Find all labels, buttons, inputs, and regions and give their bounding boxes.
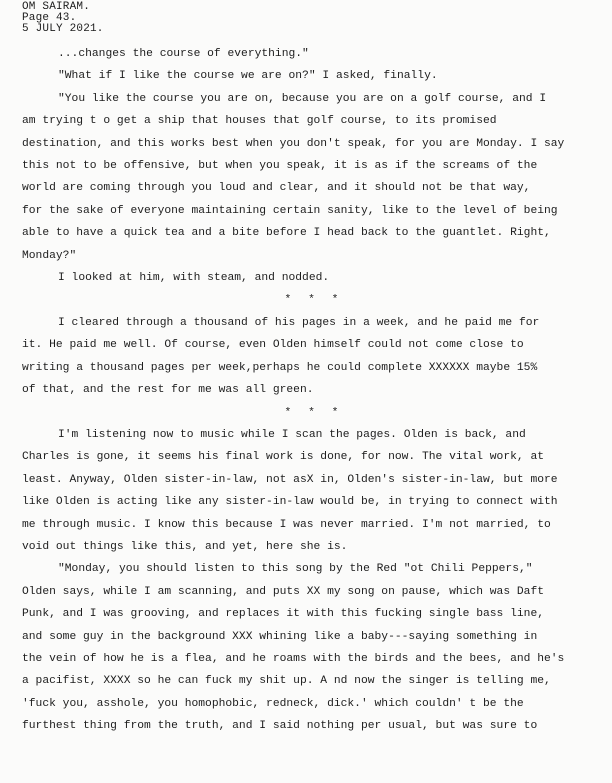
text-line: Olden says, while I am scanning, and puts XX my song on pause, which was Daft: [22, 585, 545, 598]
text-line: I looked at him, with steam, and nodded.: [58, 272, 330, 285]
text-line: I cleared through a thousand of his pages in a week, and he paid me for: [58, 316, 540, 329]
text-line: "Monday, you should listen to this song by the Red "ot Chili Peppers,": [58, 563, 533, 576]
text-line: it. He paid me well. Of course, even Olden himself could not come close to: [22, 339, 524, 352]
text-line: a pacifist, XXXX so he can fuck my shit up. A nd now the singer is telling me,: [22, 675, 551, 688]
text-line: am trying t o get a ship that houses that golf course, to its promised: [22, 115, 497, 128]
text-line: for the sake of everyone maintaining certain sanity, like to the level of being: [22, 204, 558, 217]
section-separator: * * *: [284, 294, 344, 307]
text-line: the vein of how he is a flea, and he roams with the birds and the bees, and he's: [22, 652, 565, 665]
author-line: OM SAIRAM.: [22, 1, 91, 13]
text-line: this not to be offensive, but when you speak, it is as if the screams of the: [22, 160, 538, 173]
page-body: [22, 43, 606, 738]
text-line: "What if I like the course we are on?" I asked, finally.: [58, 70, 438, 83]
page-number: Page 43.: [22, 12, 77, 24]
text-line: furthest thing from the truth, and I said nothing per usual, but was sure to: [22, 720, 538, 733]
text-line: Punk, and I was grooving, and replaces it with this fucking single bass line,: [22, 608, 545, 621]
text-line: able to have a quick tea and a bite before I head back to the guantlet. Right,: [22, 227, 551, 240]
text-line: void out things like this, and yet, here she is.: [22, 540, 348, 553]
text-line: Charles is gone, it seems his final work is done, for now. The vital work, at: [22, 451, 545, 464]
text-line: 'fuck you, asshole, you homophobic, redneck, dick.' which couldn' t be the: [22, 697, 524, 710]
text-line: Monday?": [22, 249, 77, 262]
text-line: least. Anyway, Olden sister-in-law, not asX in, Olden's sister-in-law, but more: [22, 473, 558, 486]
text-line: me through music. I know this because I was never married. I'm not married, to: [22, 518, 551, 531]
date-line: 5 JULY 2021.: [22, 23, 104, 35]
text-line: ...changes the course of everything.": [58, 48, 309, 60]
text-line: I'm listening now to music while I scan the pages. Olden is back, and: [58, 428, 526, 441]
text-line: "You like the course you are on, because you are on a golf course, and I: [58, 92, 547, 105]
text-line: of that, and the rest for me was all green.: [22, 384, 314, 397]
text-line: and some guy in the background XXX whining like a baby---saying something in: [22, 630, 538, 643]
text-line: like Olden is acting like any sister-in-law would be, in trying to connect with: [22, 496, 558, 509]
section-separator: * * *: [284, 406, 344, 419]
text-line: destination, and this works best when you don't speak, for you are Monday. I say: [22, 137, 565, 150]
text-line: writing a thousand pages per week,perhaps he could complete XXXXXX maybe 15%: [22, 361, 538, 374]
text-line: world are coming through you loud and clear, and it should not be that way,: [22, 182, 531, 195]
page-header: [22, 2, 606, 35]
